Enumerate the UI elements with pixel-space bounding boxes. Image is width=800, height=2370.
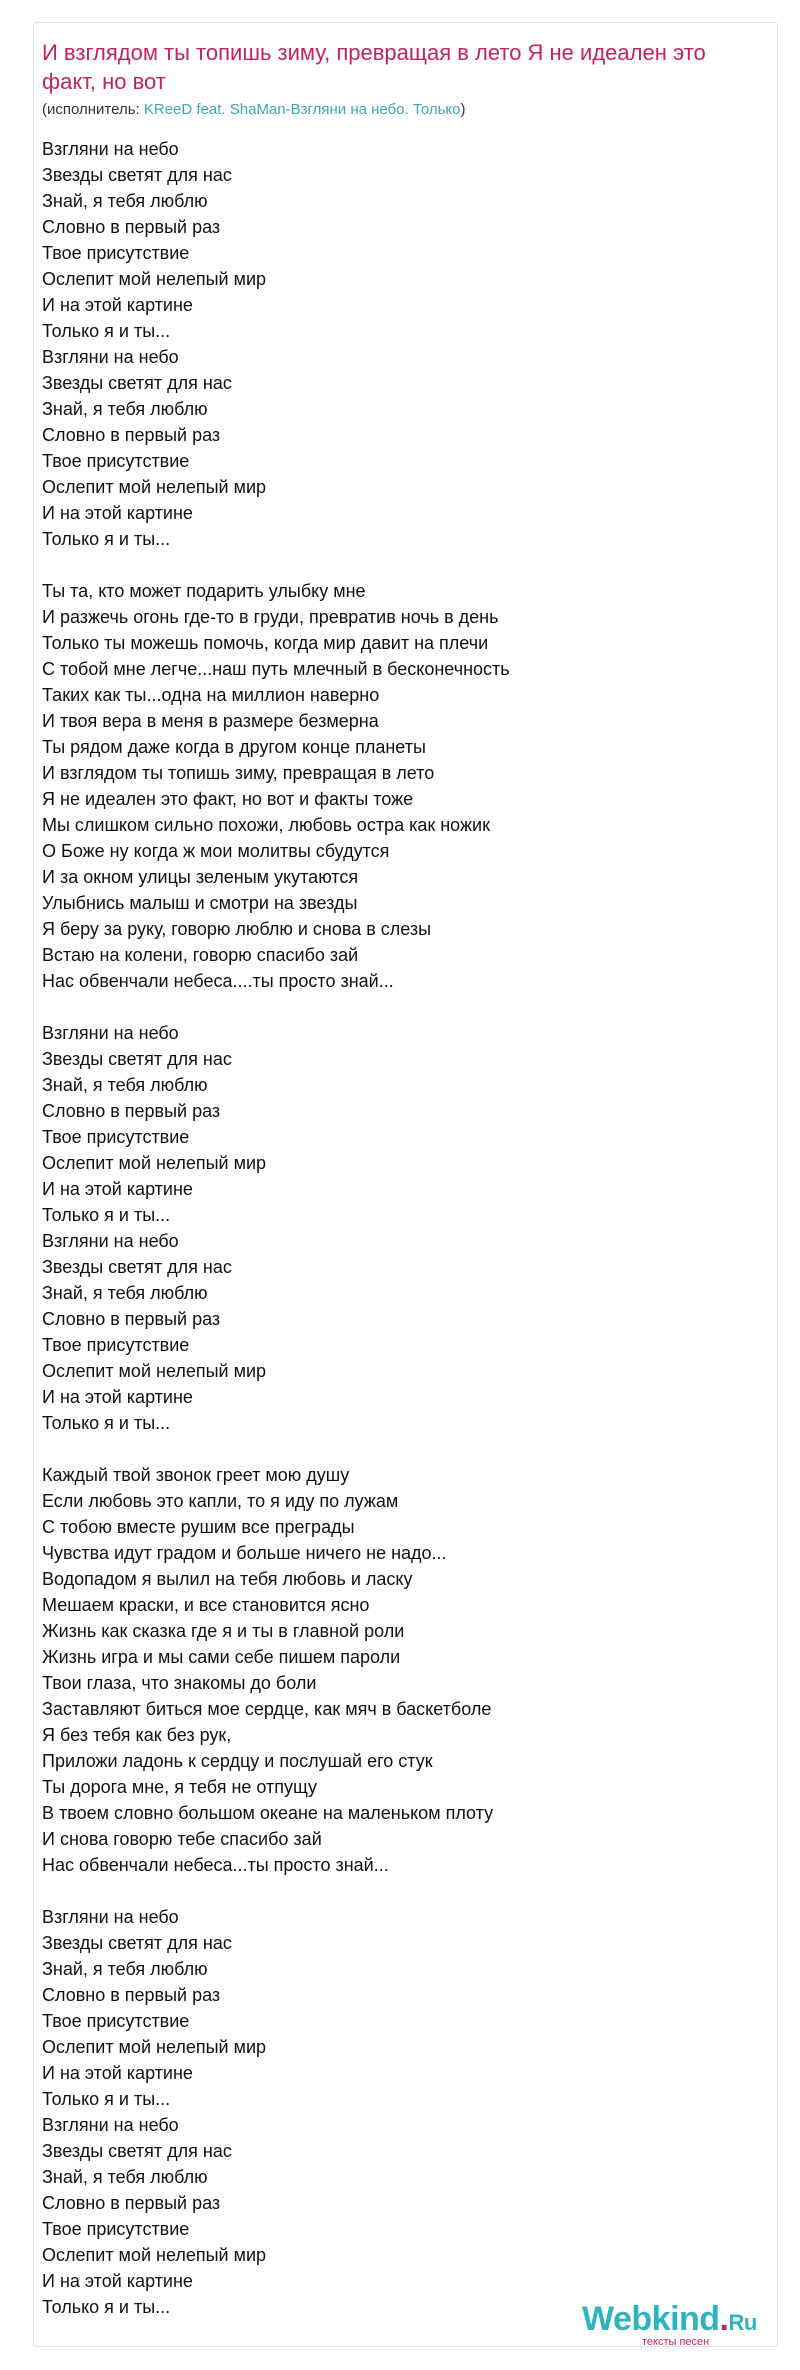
lyrics-line: Словно в первый раз: [42, 2193, 221, 2213]
lyrics-line: Взгляни на небо: [42, 139, 179, 159]
lyrics-line: Нас обвенчали небеса....ты просто знай...: [42, 971, 394, 991]
lyrics-body: [42, 136, 762, 2346]
lyrics-line: И на этой картине: [42, 1387, 193, 1407]
lyrics-line: С тобой мне легче...наш путь млечный в бесконечность: [42, 659, 510, 679]
lyrics-line: Только я и ты...: [42, 529, 171, 549]
lyrics-line: Ослепит мой нелепый мир: [42, 477, 267, 497]
lyrics-line: Словно в первый раз: [42, 1985, 221, 2005]
lyrics-line: Улыбнись малыш и смотри на звезды: [42, 893, 358, 913]
lyrics-line: Ты дорога мне, я тебя не отпущу: [42, 1777, 318, 1797]
lyrics-line: Ослепит мой нелепый мир: [42, 2245, 267, 2265]
lyrics-line: Словно в первый раз: [42, 1101, 221, 1121]
lyrics-line: И на этой картине: [42, 2063, 193, 2083]
lyrics-line: И взглядом ты топишь зиму, превращая в лето: [42, 763, 435, 783]
lyrics-line: Таких как ты...одна на миллион наверно: [42, 685, 380, 705]
lyrics-line: Чувства идут градом и больше ничего не надо...: [42, 1543, 447, 1563]
lyrics-stanza: [42, 1462, 762, 1878]
lyrics-line: Звезды светят для нас: [42, 2141, 232, 2161]
lyrics-line: Ослепит мой нелепый мир: [42, 269, 267, 289]
lyrics-line: Твое присутствие: [42, 2011, 190, 2031]
lyrics-line: Ты та, кто может подарить улыбку мне: [42, 581, 366, 601]
lyrics-line: Мешаем краски, и все становится ясно: [42, 1595, 370, 1615]
lyrics-line: Каждый твой звонок греет мою душу: [42, 1465, 350, 1485]
performer-link[interactable]: KReeD feat. ShaMan-Взгляни на небо. Только: [143, 101, 461, 118]
lyrics-line: Знай, я тебя люблю: [42, 399, 208, 419]
lyrics-line: Звезды светят для нас: [42, 1049, 232, 1069]
logo-tld: Ru: [728, 2310, 757, 2335]
lyrics-line: Твое присутствие: [42, 1335, 190, 1355]
lyrics-line: И снова говорю тебе спасибо зай: [42, 1829, 322, 1849]
lyrics-line: Звезды светят для нас: [42, 165, 232, 185]
lyrics-line: С тобою вместе рушим все преграды: [42, 1517, 355, 1537]
lyrics-line: Словно в первый раз: [42, 1309, 221, 1329]
page-title: И взглядом ты топишь зиму, превращая в лето Я не идеален это факт, но вот: [42, 40, 706, 94]
lyrics-line: В твоем словно большом океане на маленьком плоту: [42, 1803, 494, 1823]
lyrics-stanza: [42, 1020, 762, 1436]
lyrics-line: Твои глаза, что знакомы до боли: [42, 1673, 317, 1693]
lyrics-line: О Боже ну когда ж мои молитвы сбудутся: [42, 841, 390, 861]
logo-tagline: тексты песен: [642, 2336, 710, 2348]
lyrics-line: Нас обвенчали небеса...ты просто знай...: [42, 1855, 389, 1875]
lyrics-line: Взгляни на небо: [42, 2115, 179, 2135]
lyrics-line: Ослепит мой нелепый мир: [42, 1361, 267, 1381]
lyrics-line: Звезды светят для нас: [42, 1257, 232, 1277]
performer-prefix: (исполнитель:: [42, 101, 144, 118]
lyrics-line: Только я и ты...: [42, 1413, 171, 1433]
lyrics-line: Мы слишком сильно похожи, любовь остра как ножик: [42, 815, 490, 835]
lyrics-line: Знай, я тебя люблю: [42, 191, 208, 211]
lyrics-line: Звезды светят для нас: [42, 373, 232, 393]
lyrics-line: И на этой картине: [42, 295, 193, 315]
lyrics-line: Знай, я тебя люблю: [42, 2167, 208, 2187]
lyrics-line: Знай, я тебя люблю: [42, 1075, 208, 1095]
lyrics-line: И на этой картине: [42, 503, 193, 523]
lyrics-line: Твое присутствие: [42, 1127, 190, 1147]
lyrics-line: Знай, я тебя люблю: [42, 1283, 208, 1303]
lyrics-line: Взгляни на небо: [42, 1907, 179, 1927]
lyrics-line: Заставляют биться мое сердце, как мяч в баскетболе: [42, 1699, 492, 1719]
performer-suffix: ): [460, 101, 466, 118]
lyrics-line: И на этой картине: [42, 2271, 193, 2291]
lyrics-line: Только я и ты...: [42, 2297, 171, 2317]
lyrics-line: Водопадом я вылил на тебя любовь и ласку: [42, 1569, 413, 1589]
lyrics-line: И на этой картине: [42, 1179, 193, 1199]
lyrics-line: Словно в первый раз: [42, 425, 221, 445]
lyrics-line: Только я и ты...: [42, 1205, 171, 1225]
lyrics-line: Я без тебя как без рук,: [42, 1725, 232, 1745]
lyrics-line: Только ты можешь помочь, когда мир давит на плечи: [42, 633, 489, 653]
lyrics-line: И за окном улицы зеленым укутаются: [42, 867, 359, 887]
lyrics-line: Я беру за руку, говорю люблю и снова в слезы: [42, 919, 432, 939]
lyrics-stanza: [42, 578, 762, 994]
logo-dot: .: [719, 2300, 729, 2338]
logo-name: Webkind: [582, 2300, 720, 2338]
lyrics-line: Взгляни на небо: [42, 347, 179, 367]
lyrics-line: Звезды светят для нас: [42, 1933, 232, 1953]
lyrics-line: Ослепит мой нелепый мир: [42, 2037, 267, 2057]
lyrics-line: Я не идеален это факт, но вот и факты тоже: [42, 789, 414, 809]
lyrics-line: И твоя вера в меня в размере безмерна: [42, 711, 379, 731]
lyrics-line: Ты рядом даже когда в другом конце планеты: [42, 737, 426, 757]
lyrics-line: Взгляни на небо: [42, 1231, 179, 1251]
lyrics-line: Твое присутствие: [42, 2219, 190, 2239]
lyrics-line: Жизнь как сказка где я и ты в главной роли: [42, 1621, 405, 1641]
lyrics-line: Твое присутствие: [42, 451, 190, 471]
lyrics-line: Ослепит мой нелепый мир: [42, 1153, 267, 1173]
performer-line: [42, 100, 466, 120]
lyrics-line: И разжечь огонь где-то в груди, превратив ночь в день: [42, 607, 499, 627]
lyrics-line: Взгляни на небо: [42, 1023, 179, 1043]
lyrics-line: Приложи ладонь к сердцу и послушай его стук: [42, 1751, 433, 1771]
lyrics-line: Если любовь это капли, то я иду по лужам: [42, 1491, 399, 1511]
lyrics-line: Твое присутствие: [42, 243, 190, 263]
lyrics-stanza: [42, 1904, 762, 2320]
lyrics-line: Встаю на колени, говорю спасибо зай: [42, 945, 359, 965]
lyrics-stanza: [42, 136, 762, 552]
lyrics-line: Жизнь игра и мы сами себе пишем пароли: [42, 1647, 401, 1667]
lyrics-line: Только я и ты...: [42, 321, 171, 341]
lyrics-line: Знай, я тебя люблю: [42, 1959, 208, 1979]
lyrics-line: Словно в первый раз: [42, 217, 221, 237]
lyrics-line: Только я и ты...: [42, 2089, 171, 2109]
site-logo[interactable]: [582, 2300, 772, 2348]
